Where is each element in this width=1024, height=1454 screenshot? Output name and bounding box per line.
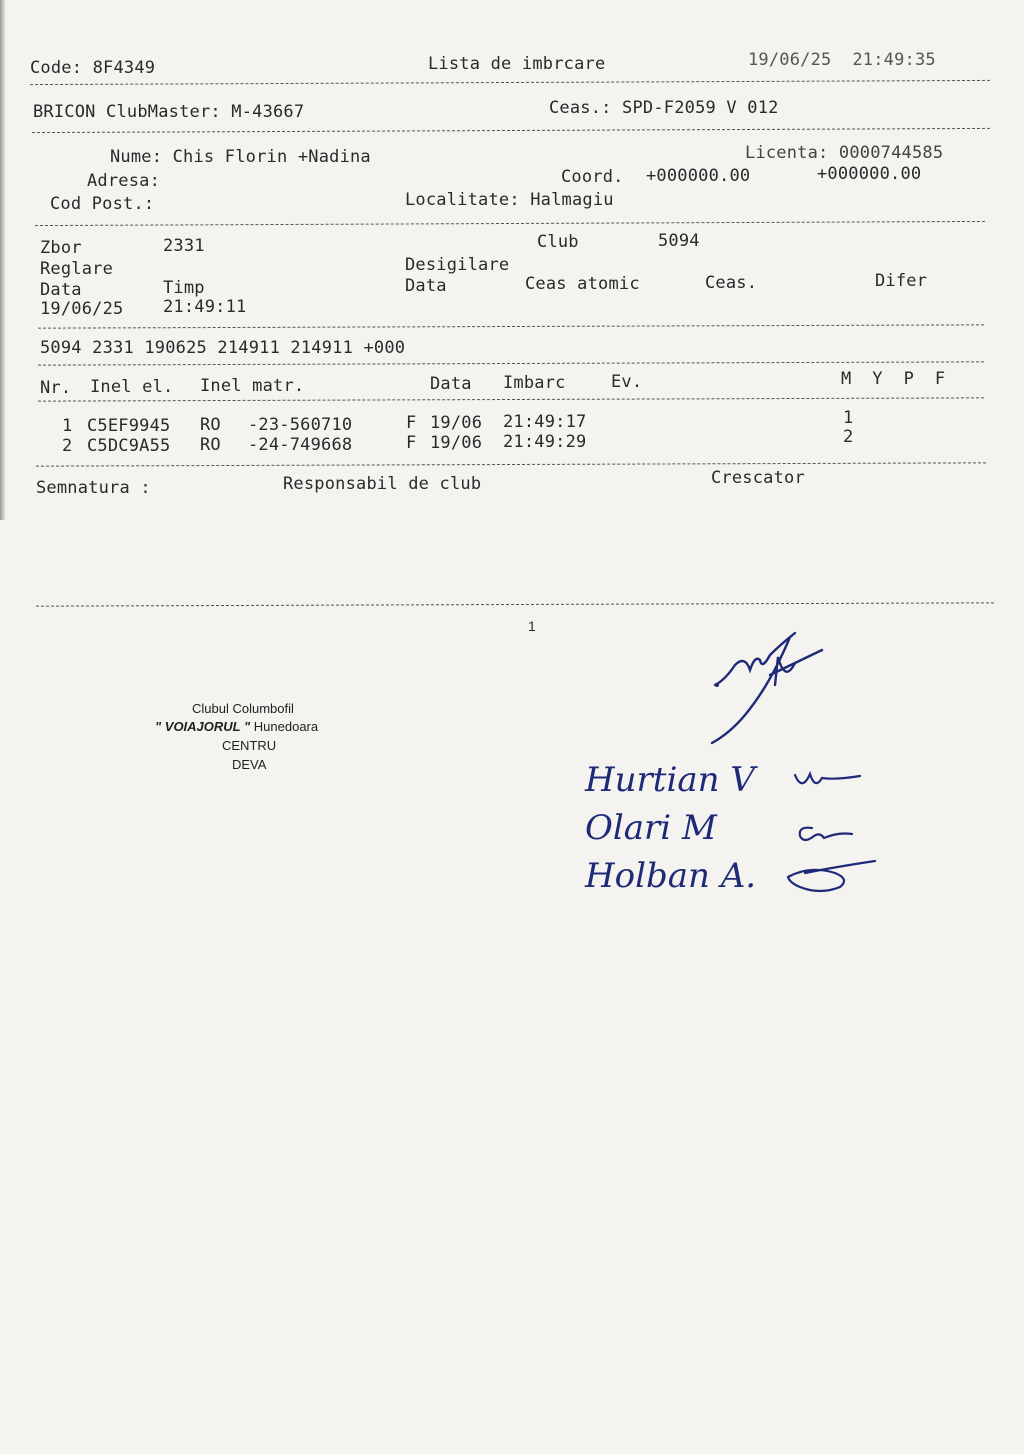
coord-label: Coord. [561, 167, 624, 187]
signature-mark-1 [790, 760, 870, 800]
col-imbarc: Imbarc [503, 373, 566, 393]
divider [38, 397, 984, 401]
stamp-line2 [155, 718, 318, 735]
desigilare-label: Desigilare [405, 255, 510, 275]
row-inel-el: C5EF9945 [87, 416, 171, 436]
row-country: RO [200, 415, 221, 435]
coord-y: +000000.00 [817, 164, 922, 184]
page-number: 1 [528, 618, 536, 634]
row-time: 21:49:29 [503, 432, 587, 452]
divider [38, 324, 984, 328]
row-m: 1 [843, 408, 854, 428]
difer-label: Difer [875, 271, 928, 291]
responsabil-label: Responsabil de club [283, 474, 482, 494]
row-nr: 1 [62, 416, 73, 436]
reglare-time: 21:49:11 [163, 297, 247, 317]
handwritten-name-2: Olari M [585, 808, 717, 848]
stamp-line4: DEVA [232, 757, 267, 772]
handwritten-name-1: Hurtian V [585, 760, 755, 800]
desigilare-data-label: Data [405, 276, 447, 296]
stamp-line1: Clubul Columbofil [192, 701, 294, 716]
row-sex: F [406, 433, 417, 453]
row-m: 2 [843, 427, 854, 447]
divider [38, 361, 984, 365]
col-inel-matr: Inel matr. [200, 376, 305, 396]
zbor-value: 2331 [163, 236, 205, 256]
divider [36, 462, 986, 466]
col-data: Data [430, 374, 472, 394]
row-date: 19/06 [430, 413, 483, 433]
signature-mark-3 [780, 855, 880, 905]
club-label: Club [537, 232, 579, 252]
stamp-city: Hunedoara [250, 719, 319, 734]
handwritten-name-3: Holban A. [585, 856, 757, 896]
clock-id: Ceas.: SPD-F2059 V 012 [549, 98, 779, 118]
row-inel-el: C5DC9A55 [87, 436, 171, 456]
club-value: 5094 [658, 231, 700, 251]
fancier-name: Nume: Chis Florin +Nadina [110, 147, 371, 167]
row-country: RO [200, 435, 221, 455]
divider [35, 221, 985, 226]
signature-scribble [700, 625, 830, 750]
row-inel-matr: -23-560710 [248, 415, 353, 435]
signature-mark-2 [790, 810, 870, 850]
stamp-club-name: " VOIAJORUL " [155, 719, 251, 734]
divider [30, 80, 990, 85]
reglare-timp-label: Timp [163, 278, 205, 298]
row-date: 19/06 [430, 433, 483, 453]
divider [36, 602, 994, 606]
page-edge-shadow [0, 0, 6, 520]
row-time: 21:49:17 [503, 412, 587, 432]
license-number: Licenta: 0000744585 [745, 143, 944, 163]
summary-line: 5094 2331 190625 214911 214911 +000 [40, 338, 406, 358]
col-inel-el: Inel el. [90, 377, 174, 397]
row-nr: 2 [62, 436, 73, 456]
reglare-label: Reglare [40, 259, 114, 279]
ceas-atomic-label: Ceas atomic [525, 274, 640, 294]
col-nr: Nr. [40, 378, 72, 398]
row-inel-matr: -24-749668 [248, 435, 353, 455]
stamp-line3: CENTRU [222, 738, 277, 753]
crescator-label: Crescator [711, 468, 805, 488]
document-title: Lista de imbrcare [428, 54, 606, 74]
reglare-data-label: Data [40, 280, 82, 300]
header-datetime: 19/06/25 21:49:35 [748, 50, 936, 70]
zbor-label: Zbor [40, 238, 82, 258]
row-sex: F [406, 413, 417, 433]
postcode-label: Cod Post.: [50, 194, 155, 214]
divider [32, 128, 990, 133]
coord-x: +000000.00 [646, 166, 751, 186]
code: Code: 8F4349 [30, 58, 156, 78]
ceas-label: Ceas. [705, 273, 758, 293]
software-id: BRICON ClubMaster: M-43667 [33, 102, 305, 122]
col-mypf: M Y P F [841, 369, 946, 389]
semnatura-label: Semnatura : [36, 478, 151, 498]
col-ev: Ev. [611, 372, 643, 392]
address-label: Adresa: [87, 171, 161, 191]
reglare-date: 19/06/25 [40, 299, 124, 319]
locality: Localitate: Halmagiu [405, 190, 614, 210]
